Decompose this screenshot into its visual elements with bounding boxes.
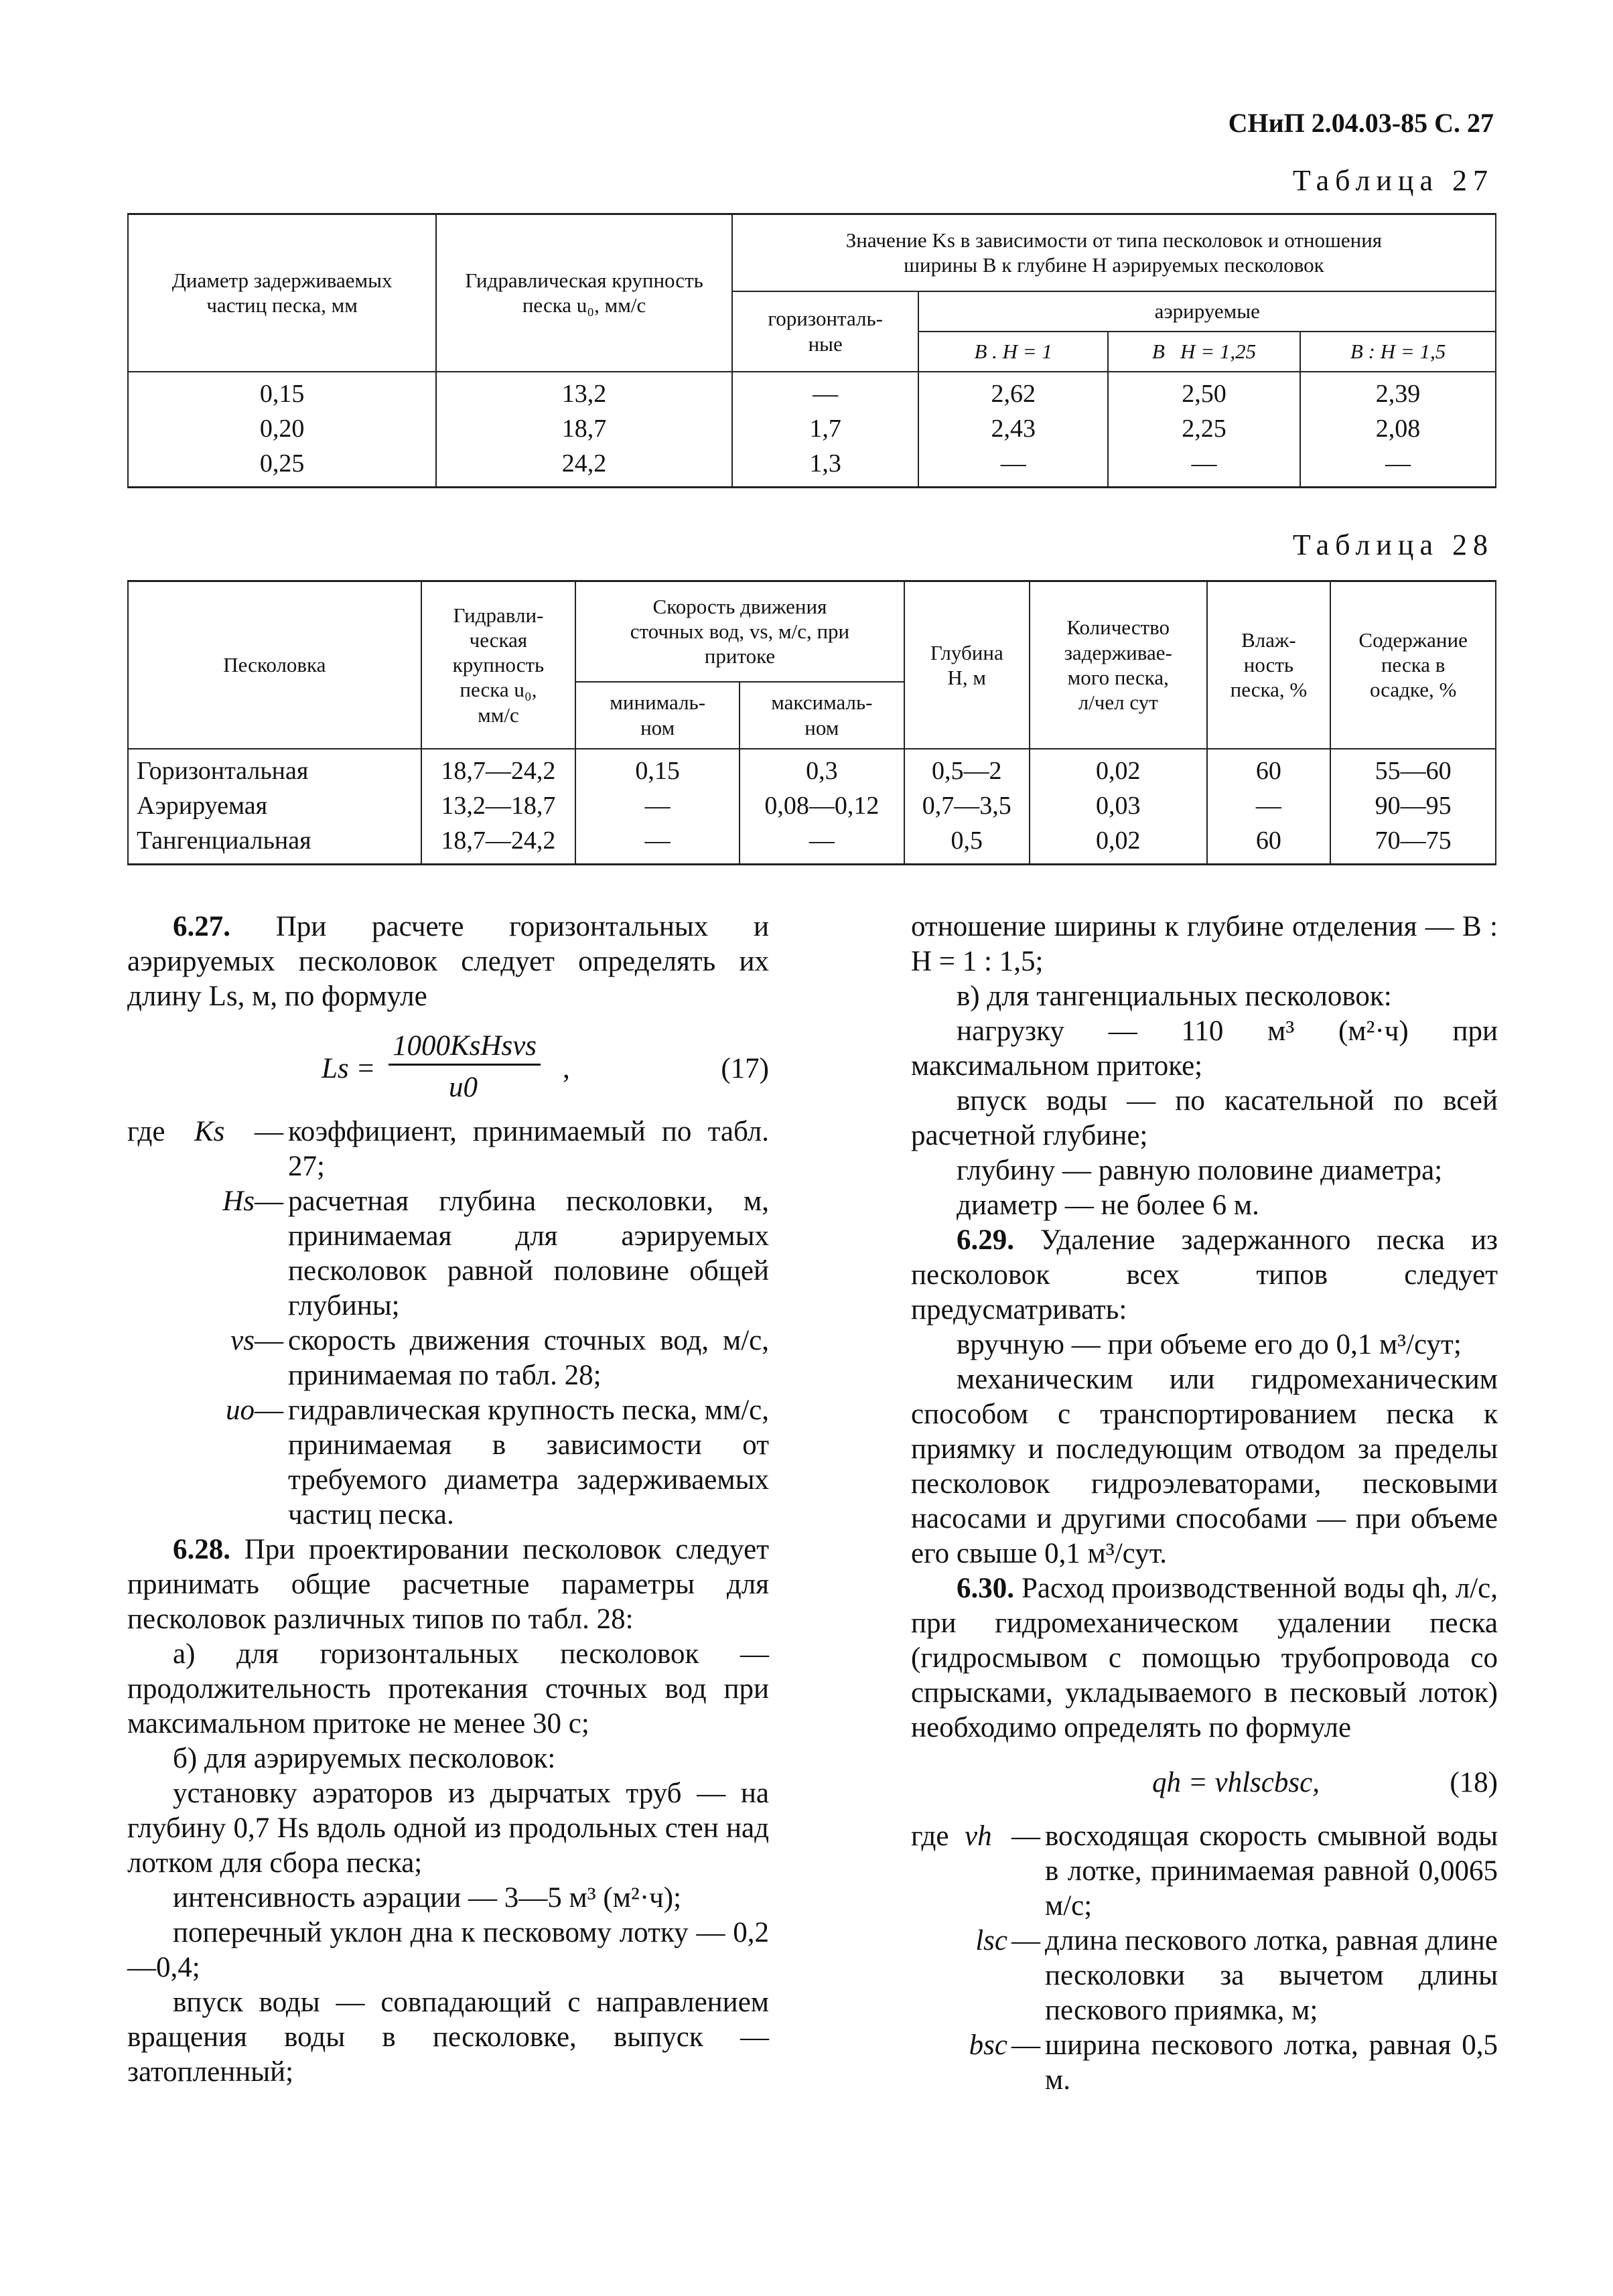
right-column (911, 910, 1498, 2098)
table-cell: 0,7—3,5 (922, 791, 1011, 820)
clause-text: При расчете горизонтальных и аэрируемых песколовок следует определять их длину Ls, м, по формуле (127, 911, 769, 1012)
t28-col-max: максималь- ном (740, 682, 904, 749)
t28-body (128, 749, 1496, 865)
formula-17 (127, 1014, 769, 1115)
table-cell: 70—75 (1375, 826, 1452, 855)
clause-text: Удаление задержанного песка из песколовок всех типов следует предусматривать: (911, 1224, 1498, 1325)
table-cell: — (1385, 449, 1411, 478)
table-cell: — (644, 826, 671, 855)
table-cell: 18,7 (561, 414, 607, 443)
t28-col-quantity: Количество задерживае- мого песка, л/чел сут (1030, 581, 1207, 749)
definition-symbol: uo (226, 1394, 255, 1426)
table-cell: 2,43 (991, 414, 1036, 443)
t27-col-diameter: Диаметр задерживаемых частиц песка, мм (128, 214, 436, 372)
table-cell: — (809, 826, 835, 855)
formula-lhs: Ls = (322, 1053, 376, 1084)
table-cell: — (1191, 449, 1217, 478)
t27-col-ks-group: Значение Ks в зависимости от типа песколовок и отношения ширины B к глубине H аэрируемых песколовок (732, 214, 1496, 291)
formula-comma: , (563, 1053, 570, 1084)
definition-dash: — (255, 1116, 283, 1147)
table-cell: 13,2 (561, 379, 607, 408)
table-cell: 18,7—24,2 (441, 826, 556, 855)
t27-col-hydraulic: Гидравлическая крупность песка u₀, мм/с (436, 214, 732, 372)
table-cell: 2,08 (1375, 414, 1421, 443)
t27-col-aerated: аэрируемые (918, 291, 1496, 332)
table-cell: 13,2—18,7 (441, 791, 556, 820)
table-cell: 60 (1255, 756, 1281, 785)
table-cell: 1,3 (809, 449, 841, 478)
item-b4: впуск воды — совпадающий с направлением вращения воды в песколовке, выпуск — затопленный; (127, 1987, 769, 2088)
item-c2: впуск воды — по касательной по всей расчетной глубине; (911, 1085, 1498, 1151)
formula-18 (911, 1745, 1498, 1819)
table-cell: — (1255, 791, 1281, 820)
definition-dash: — (1011, 1820, 1040, 1852)
definition-symbol: Hs (222, 1186, 255, 1217)
table-cell: 18,7—24,2 (441, 756, 556, 785)
table-cell: — (644, 791, 671, 820)
table-cell: 2,25 (1182, 414, 1226, 443)
t28-col-sandtrap: Песколовка (128, 581, 421, 749)
table-cell: — (813, 379, 839, 408)
table-cell: 0,15 (259, 379, 305, 408)
table-cell: 0,20 (259, 414, 305, 443)
table-cell: 0,15 (635, 756, 680, 785)
page-header: СНиП 2.04.03-85 С. 27 (1228, 108, 1494, 138)
definition-dash: — (255, 1186, 283, 1217)
item-b: б) для аэрируемых песколовок: (173, 1743, 556, 1774)
paragraph-6-27 (127, 910, 769, 1014)
clause-number: 6.30. (957, 1573, 1014, 1604)
definition-dash: — (1011, 1925, 1040, 1956)
table-cell: 0,08—0,12 (764, 791, 880, 820)
definition-dash: — (255, 1325, 283, 1356)
table-cell: 1,7 (809, 414, 841, 443)
table-cell: 90—95 (1375, 791, 1452, 820)
where-label: где (911, 1820, 949, 1852)
definition-item (127, 1184, 769, 1323)
t28-col-speed-group: Скорость движения сточных вод, vs, м/с, при притоке (575, 581, 904, 682)
table-cell: Горизонтальная (137, 756, 309, 785)
item-c: в) для тангенциальных песколовок: (957, 981, 1392, 1012)
left-column (127, 910, 769, 2090)
formula-number: (18) (1450, 1767, 1498, 1798)
item-b1: установку аэраторов из дырчатых труб — на глубину 0,7 Hs вдоль одной из продольных стен над лотком для сбора песка; (127, 1778, 769, 1879)
clause-number: 6.28. (173, 1534, 230, 1565)
definition-text: скорость движения сточных вод, м/с, принимаемая по табл. 28; (288, 1325, 769, 1391)
t27-col-bh15: B : H = 1,5 (1300, 332, 1496, 372)
definition-text: длина пескового лотка, равная длине песколовки за вычетом длины пескового приямка, м; (1045, 1925, 1498, 2026)
definition-dash: — (255, 1394, 283, 1426)
item-a: а) для горизонтальных песколовок — продолжительность протекания сточных вод при максимальном притоке не менее 30 с; (127, 1638, 769, 1739)
clause-number: 6.27. (173, 911, 230, 942)
where-label: где (127, 1116, 165, 1147)
t28-col-min: минималь- ном (575, 682, 740, 749)
definition-item (911, 1819, 1498, 1924)
table-28 (127, 580, 1496, 865)
definition-item (127, 1393, 769, 1532)
t28-col-hydraulic: Гидравли- ческая крупность песка u₀, мм/с (421, 581, 576, 749)
table-cell: 55—60 (1375, 756, 1452, 785)
definition-symbol: vh (965, 1820, 992, 1852)
table-cell: Тангенциальная (137, 826, 311, 855)
t27-col-bh1: B . H = 1 (918, 332, 1107, 372)
table-cell: 0,5—2 (932, 756, 1002, 785)
definition-symbol: vs (230, 1325, 255, 1356)
t27-body (128, 372, 1496, 488)
paragraph-6-28 (127, 1532, 769, 1637)
item-c1: нагрузку — 110 м³ (м²·ч) при максимальном притоке; (911, 1015, 1498, 1082)
table-cell: 2,50 (1182, 379, 1226, 408)
table-27 (127, 213, 1496, 488)
formula-numerator: 1000KsHsvs (389, 1029, 541, 1066)
paragraph-6-30 (911, 1571, 1498, 1745)
item-c3: глубину — равную половине диаметра; (957, 1155, 1443, 1186)
definition-symbol: bsc (969, 2029, 1007, 2061)
definition-text: восходящая скорость смывной воды в лотке, принимаемая равной 0,0065 м/с; (1045, 1820, 1498, 1922)
table-cell: 0,03 (1096, 791, 1141, 820)
t28-col-depth: Глубина H, м (904, 581, 1030, 749)
formula-denominator: u0 (449, 1072, 478, 1103)
clause-number: 6.29. (957, 1224, 1014, 1256)
item-b3: поперечный уклон дна к песковому лотку — 0,2—0,4; (127, 1917, 769, 1983)
item-c4: диаметр — не более 6 м. (957, 1190, 1259, 1221)
table-cell: 2,62 (991, 379, 1036, 408)
item-b2: интенсивность аэрации — 3—5 м³ (м²·ч); (173, 1882, 682, 1914)
formula-body: qh = vhlscbsc, (1152, 1767, 1320, 1798)
t27-col-bh125: B H = 1,25 (1108, 332, 1300, 372)
definition-item (911, 2028, 1498, 2098)
table-cell: 60 (1255, 826, 1281, 855)
table-cell: Аэрируемая (137, 791, 268, 820)
paragraph-6-29 (911, 1223, 1498, 1328)
table-cell: 2,39 (1375, 379, 1421, 408)
table-cell: 0,02 (1096, 826, 1141, 855)
definition-text: коэффициент, принимаемый по табл. 27; (288, 1116, 769, 1182)
item-d2: механическим или гидромеханическим способом с транспортированием песка к приямку и последующим отводом за пределы песколовок гидроэлеваторами, песковыми насосами и другими способами — при объеме его свыше 0,1 м³/сут. (911, 1364, 1498, 1569)
item-d1: вручную — при объеме его до 0,1 м³/сут; (957, 1329, 1462, 1360)
definition-text: ширина пескового лотка, равная 0,5 м. (1045, 2029, 1498, 2096)
table-cell: 0,5 (951, 826, 983, 855)
definition-text: расчетная глубина песколовки, м, принимаемая для аэрируемых песколовок равной половине общей глубины; (288, 1186, 769, 1321)
table27-caption: Таблица 27 (1292, 164, 1494, 197)
formula-number: (17) (721, 1053, 769, 1084)
definition-text: гидравлическая крупность песка, мм/с, принимаемая в зависимости от требуемого диаметра задерживаемых частиц песка. (288, 1394, 769, 1530)
table-cell: 0,25 (259, 449, 305, 478)
table-cell: 24,2 (561, 449, 607, 478)
definition-symbol: lsc (975, 1925, 1007, 1956)
t27-col-horizontal: горизонталь- ные (732, 291, 919, 372)
definition-symbol: Ks (194, 1116, 225, 1147)
definition-item (127, 1323, 769, 1393)
t28-col-humidity: Влаж- ность песка, % (1207, 581, 1331, 749)
item-b5: отношение ширины к глубине отделения — B : H = 1 : 1,5; (911, 911, 1498, 977)
clause-text: При проектировании песколовок следует принимать общие расчетные параметры для песколовок различных типов по табл. 28: (127, 1534, 769, 1635)
table28-caption: Таблица 28 (1292, 528, 1494, 561)
definition-dash: — (1011, 2029, 1040, 2061)
definition-item (127, 1115, 769, 1184)
clause-text: Расход производственной воды qh, л/с, при гидромеханическом удалении песка (гидросмывом с помощью трубопровода со спрысками, укладываемого в песковый лоток) необходимо определять по формуле (911, 1573, 1498, 1743)
definition-item (911, 1924, 1498, 2028)
table-cell: 0,02 (1096, 756, 1141, 785)
table-cell: 0,3 (806, 756, 838, 785)
table-cell: — (1000, 449, 1026, 478)
t28-col-content: Содержание песка в осадке, % (1330, 581, 1496, 749)
